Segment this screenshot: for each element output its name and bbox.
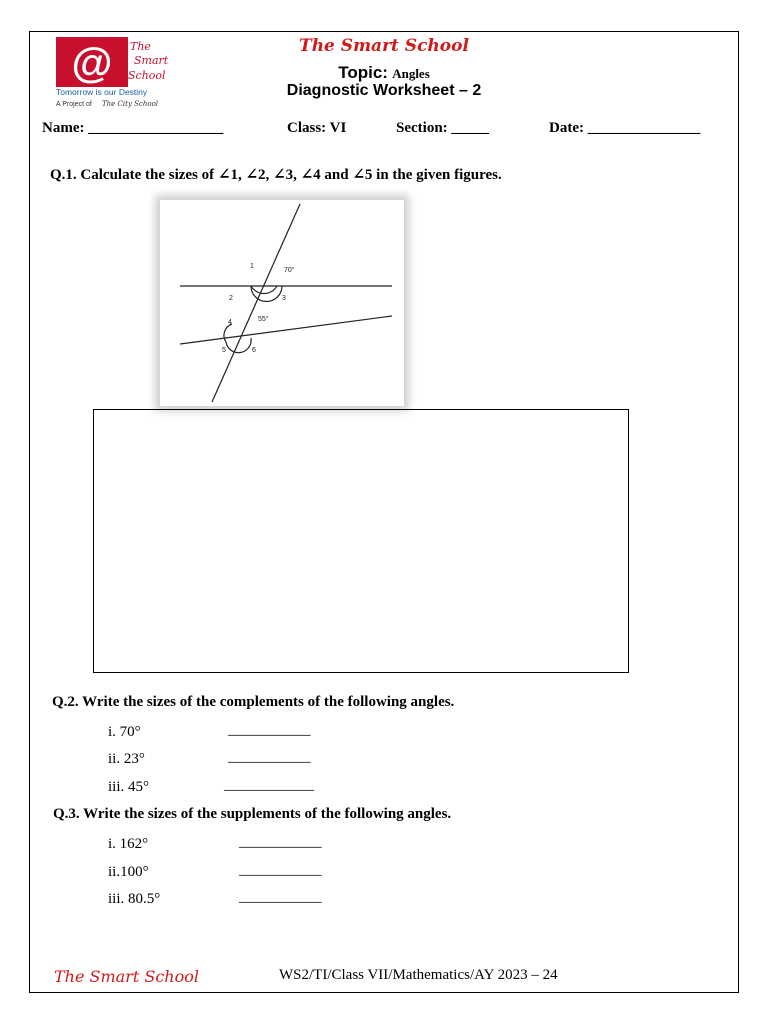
section-field[interactable]: Section: _____ [396, 120, 489, 136]
svg-text:Smart: Smart [134, 54, 169, 67]
topic-label: Topic: [338, 63, 388, 82]
angle-label-4: 4 [228, 319, 232, 326]
angle-diagram [160, 200, 404, 406]
svg-text:A Project of: A Project of [56, 101, 92, 108]
angle-label-5: 5 [222, 347, 226, 354]
school-title: The Smart School [299, 36, 469, 56]
svg-text:Tomorrow is our Destiny: Tomorrow is our Destiny [56, 87, 148, 97]
question-3: Q.3. Write the sizes of the supplements of the following angles. [53, 806, 452, 822]
angle-label-2: 2 [229, 295, 233, 302]
worksheet-title: Diagnostic Worksheet – 2 [286, 82, 482, 99]
topic-value: Angles [392, 66, 430, 81]
answer-box[interactable] [93, 409, 629, 673]
q3-item-2: ii.100° [108, 864, 149, 880]
svg-text:@: @ [71, 39, 113, 86]
footer-code: WS2/TI/Class VII/Mathematics/AY 2023 – 24 [279, 967, 558, 983]
svg-text:The City School: The City School [102, 100, 159, 108]
q2-answer-3[interactable]: ____________ [224, 777, 314, 793]
q2-answer-1[interactable]: ___________ [228, 722, 311, 738]
q3-item-1: i. 162° [108, 836, 149, 852]
q3-answer-1[interactable]: ___________ [239, 834, 322, 850]
q3-answer-3[interactable]: ___________ [239, 889, 322, 905]
footer-brand: The Smart School [54, 967, 199, 986]
angle-label-55: 55° [258, 316, 269, 323]
q3-item-3: iii. 80.5° [108, 891, 161, 907]
topic [0, 63, 768, 83]
question-2: Q.2. Write the sizes of the complements of the following angles. [52, 694, 455, 710]
angle-label-1: 1 [250, 263, 254, 270]
angle-figure [160, 200, 404, 406]
q3-answer-2[interactable]: ___________ [239, 862, 322, 878]
q2-answer-2[interactable]: ___________ [228, 749, 311, 765]
angle-label-70: 70° [284, 267, 295, 274]
q2-item-3: iii. 45° [108, 779, 150, 795]
svg-text:The: The [130, 40, 151, 53]
class-label: Class: VI [287, 120, 347, 136]
name-field[interactable]: Name: __________________ [42, 120, 224, 136]
q2-item-2: ii. 23° [108, 751, 145, 767]
angle-label-6: 6 [252, 347, 256, 354]
q2-item-1: i. 70° [108, 724, 141, 740]
svg-text:School: School [128, 69, 166, 82]
angle-label-3: 3 [282, 295, 286, 302]
date-field[interactable]: Date: _______________ [549, 120, 701, 136]
question-1: Q.1. Calculate the sizes of ∠1, ∠2, ∠3, ∠4 and ∠5 in the given figures. [50, 167, 502, 183]
